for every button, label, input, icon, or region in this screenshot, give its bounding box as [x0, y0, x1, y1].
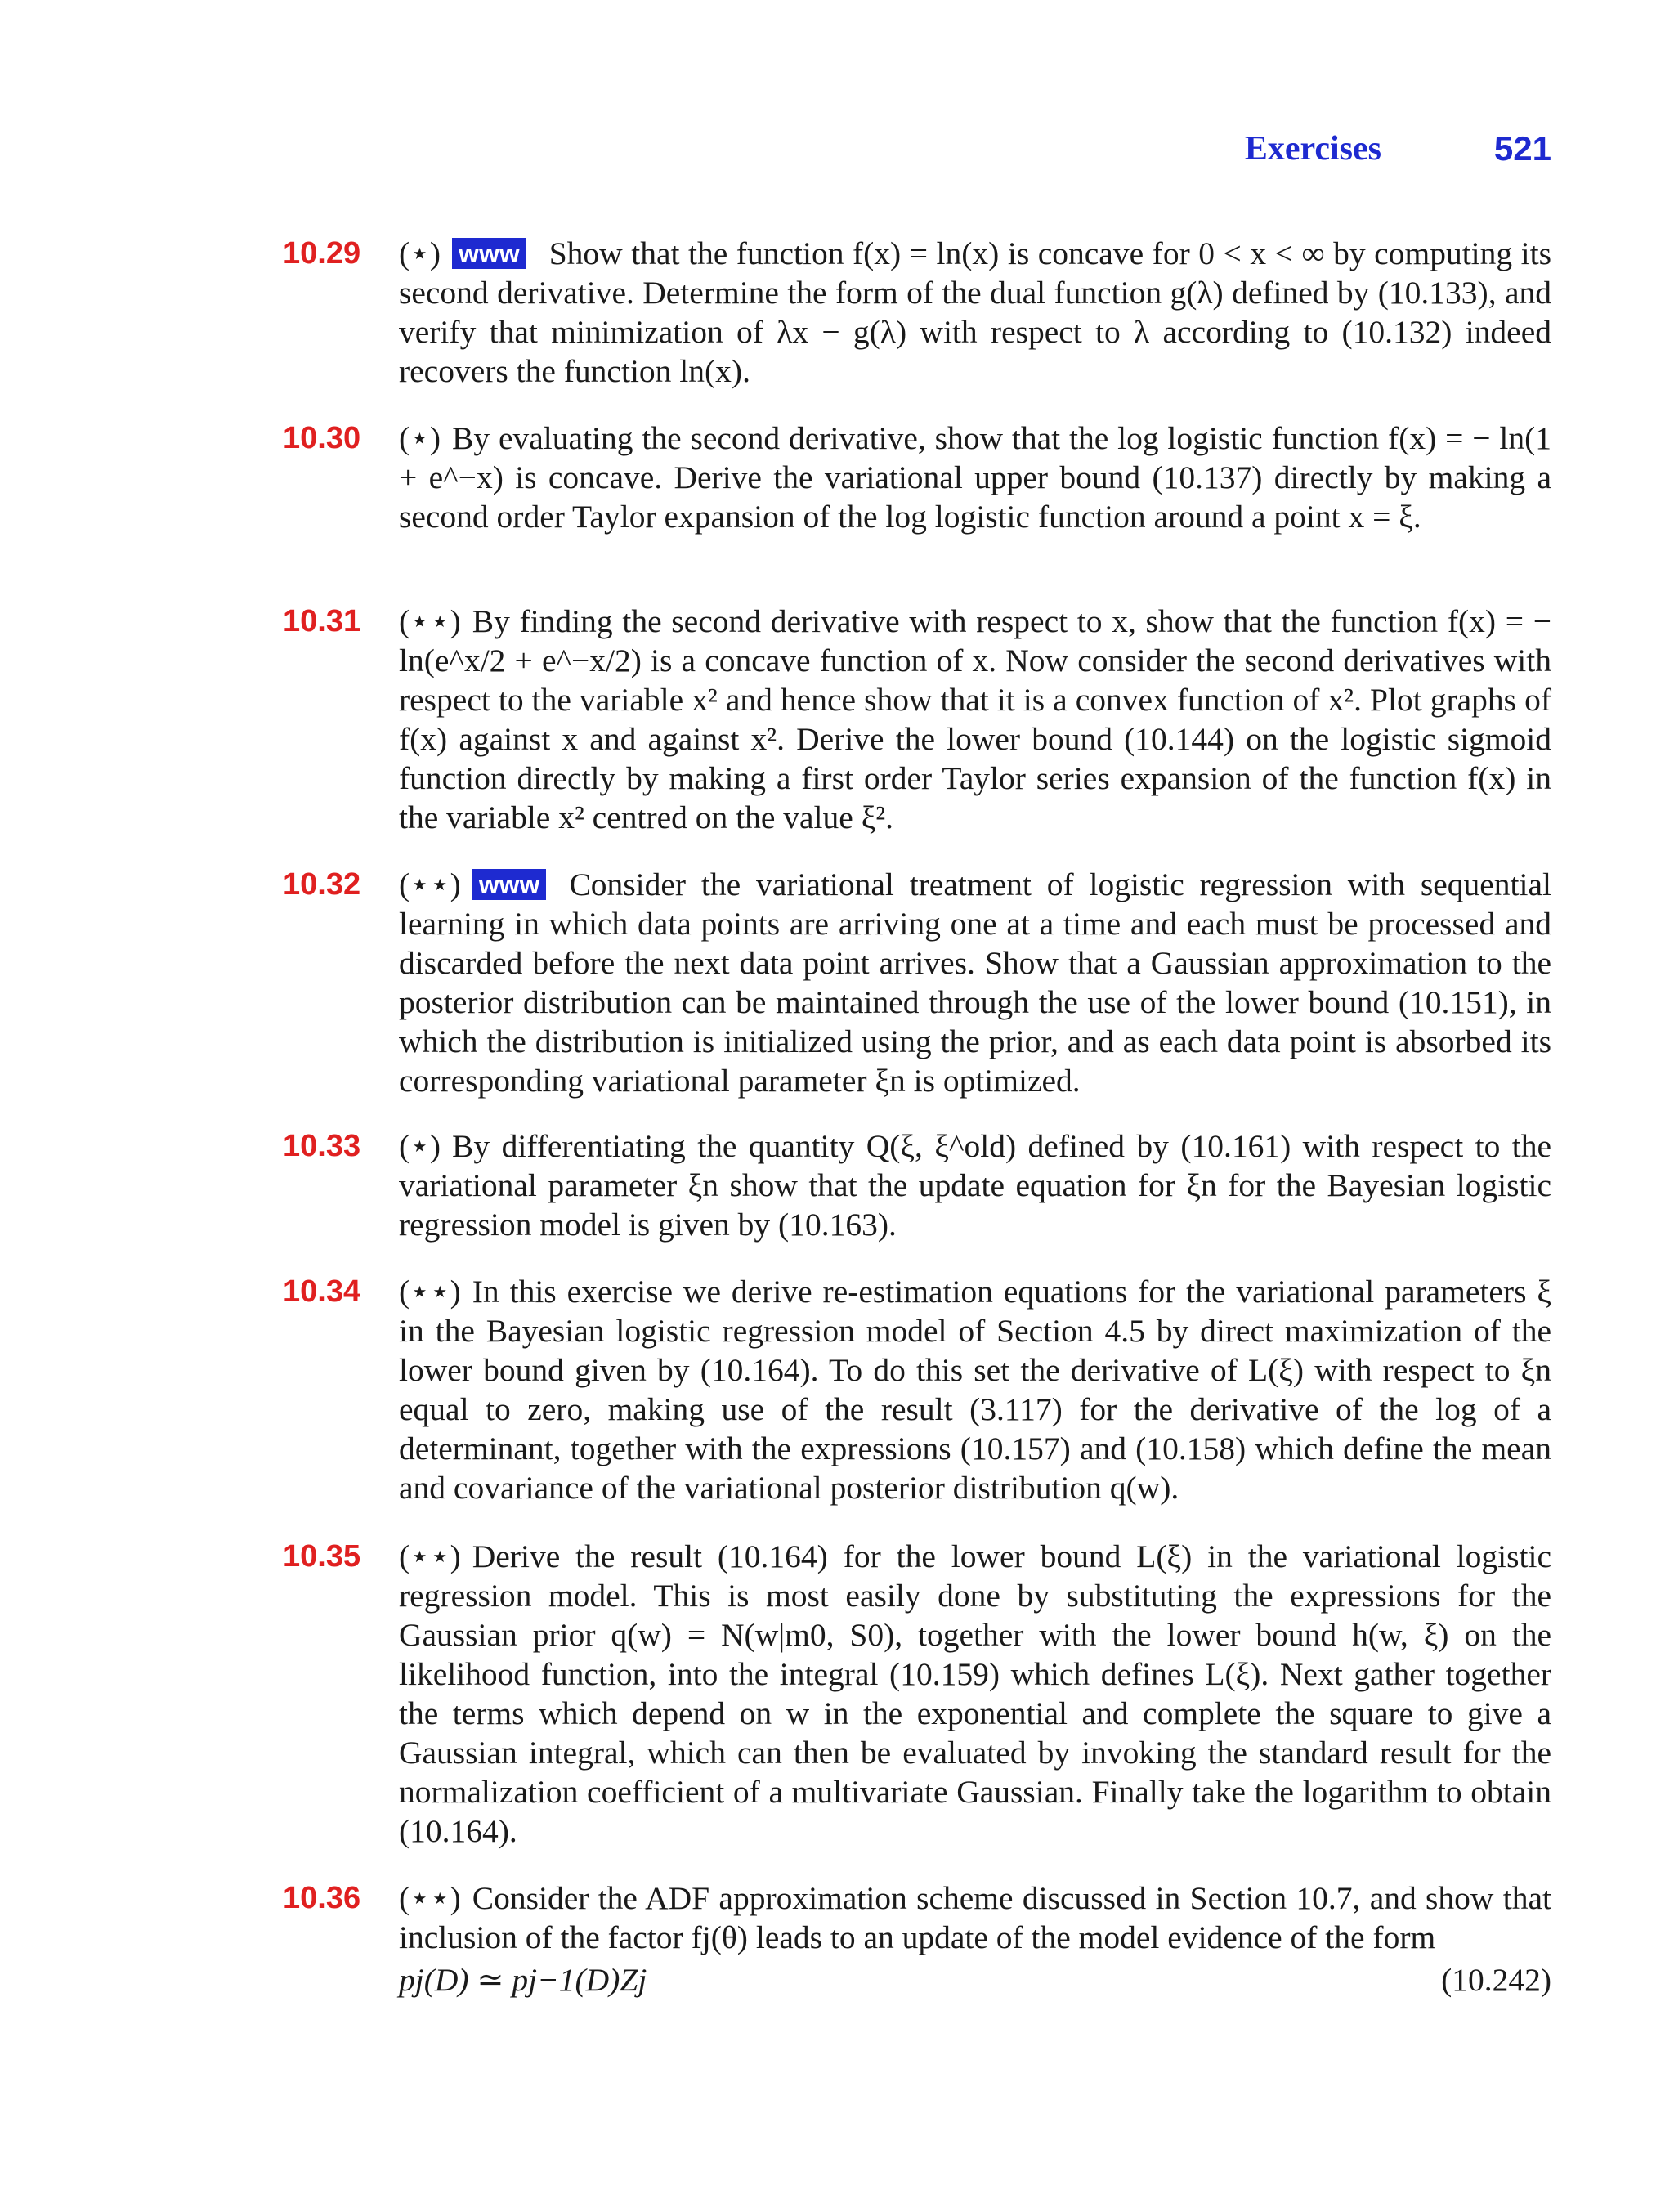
exercise-10-32	[283, 865, 1551, 1100]
equation-label: (10.242)	[1441, 1962, 1551, 1998]
difficulty-stars: (⋆⋆)	[399, 603, 461, 639]
exercise-10-33	[283, 1126, 1551, 1244]
exercise-body	[399, 602, 1551, 837]
www-badge[interactable]: www	[472, 869, 547, 900]
exercise-number: 10.34	[283, 1274, 361, 1309]
exercise-body	[399, 1126, 1551, 1244]
exercise-body	[399, 1272, 1551, 1507]
difficulty-stars: (⋆⋆)	[399, 1538, 461, 1574]
exercise-body	[399, 234, 1551, 391]
difficulty-stars: (⋆⋆)	[399, 1880, 461, 1916]
exercise-body	[399, 419, 1551, 536]
exercise-number: 10.29	[283, 236, 361, 271]
exercise-number: 10.36	[283, 1881, 361, 1915]
exercise-10-34	[283, 1272, 1551, 1507]
exercise-10-29	[283, 234, 1551, 391]
exercise-number: 10.31	[283, 604, 361, 638]
exercise-text: By evaluating the second derivative, show that the log logistic function f(x) = − ln(1 + e^−x) is concave. Derive the variational upper bound (10.137) directly by making a second order Taylor expansion of the log logistic function around a point x = ξ.	[399, 420, 1551, 535]
difficulty-stars: (⋆)	[399, 420, 441, 456]
exercise-text: Consider the ADF approximation scheme discussed in Section 10.7, and show that inclusion of the factor fj(θ) leads to an update of the model evidence of the form	[399, 1880, 1551, 1955]
difficulty-stars: (⋆)	[399, 1128, 441, 1164]
exercise-10-30	[283, 419, 1551, 536]
exercise-10-36	[283, 1878, 1551, 2003]
exercise-10-31	[283, 602, 1551, 837]
exercise-number: 10.30	[283, 421, 361, 455]
difficulty-stars: (⋆⋆)	[399, 1274, 461, 1310]
exercise-number: 10.35	[283, 1539, 361, 1574]
exercise-body	[399, 865, 1551, 1100]
exercise-number: 10.32	[283, 867, 361, 902]
page-header	[0, 129, 1551, 172]
difficulty-stars: (⋆)	[399, 235, 441, 271]
www-badge[interactable]: www	[452, 238, 526, 269]
page-number: 521	[1493, 129, 1551, 168]
exercise-text: Show that the function f(x) = ln(x) is concave for 0 < x < ∞ by computing its second derivative. Determine the form of the dual function g(λ) defined by (10.133), and verify that minimization of λx − g(λ) with respect to λ according to (10.132) indeed recovers the function ln(x).	[399, 235, 1551, 389]
exercise-text: Derive the result (10.164) for the lower bound L(ξ) in the variational logistic regression model. This is most easily done by substituting the expressions for the Gaussian prior q(w) = N(w|m0, S0), together with the lower bound h(w, ξ) on the likelihood function, into the integral (10.159) which defines L(ξ). Next gather together the terms which depend on w in the exponential and complete the square to give a Gaussian integral, which can then be evaluated by invoking the standard result for the normalization coefficient of a multivariate Gaussian. Finally take the logarithm to obtain (10.164).	[399, 1538, 1551, 1849]
equation-10-242	[399, 1960, 1551, 2003]
difficulty-stars: (⋆⋆)	[399, 866, 461, 902]
exercise-text: By finding the second derivative with respect to x, show that the function f(x) = − ln(e^x/2 + e^−x/2) is a concave function of x. Now consider the second derivatives with respect to the variable x² and hence show that it is a convex function of x². Plot graphs of f(x) against x and against x². Derive the lower bound (10.144) on the logistic sigmoid function directly by making a first order Taylor series expansion of the function f(x) in the variable x² centred on the value ξ².	[399, 603, 1551, 835]
equation-formula: pj(D) ≃ pj−1(D)Zj	[399, 1962, 647, 1998]
exercise-number: 10.33	[283, 1129, 361, 1163]
exercise-body	[399, 1537, 1551, 1851]
exercise-text: In this exercise we derive re-estimation equations for the variational parameters ξ in the Bayesian logistic regression model of Section 4.5 by direct maximization of the lower bound given by (10.164). To do this set the derivative of L(ξ) with respect to ξn equal to zero, making use of the result (3.117) for the derivative of the log of a determinant, together with the expressions (10.157) and (10.158) which define the mean and covariance of the variational posterior distribution q(w).	[399, 1274, 1551, 1506]
exercise-10-35	[283, 1537, 1551, 1851]
running-head-section: Exercises	[1244, 130, 1381, 168]
exercise-text: By differentiating the quantity Q(ξ, ξ^old) defined by (10.161) with respect to the variational parameter ξn show that the update equation for ξn for the Bayesian logistic regression model is given by (10.163).	[399, 1128, 1551, 1243]
exercise-text: Consider the variational treatment of logistic regression with sequential learning in which data points are arriving one at a time and each must be processed and discarded before the next data point arrives. Show that a Gaussian approximation to the posterior distribution can be maintained through the use of the lower bound (10.151), in which the distribution is initialized using the prior, and as each data point is absorbed its corresponding variational parameter ξn is optimized.	[399, 866, 1551, 1099]
exercise-body	[399, 1878, 1551, 2003]
